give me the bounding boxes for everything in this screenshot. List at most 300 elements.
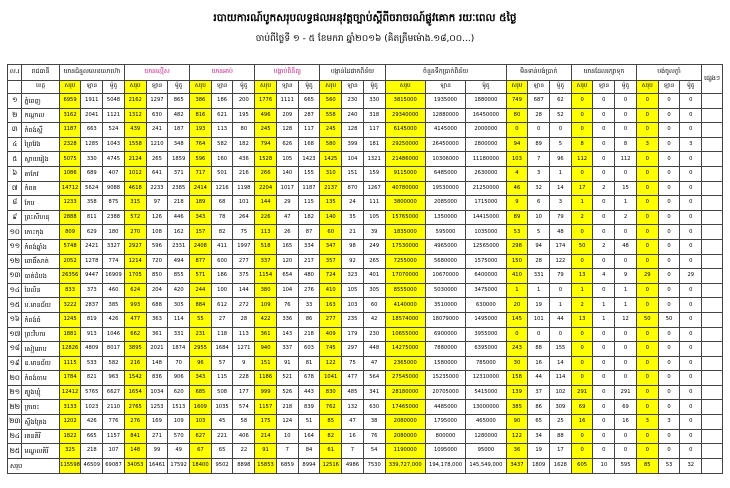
table-cell: 105 [342, 283, 364, 298]
table-cell: 1202 [59, 415, 81, 430]
table-cell: 230 [342, 94, 364, 109]
table-cell: 0 [658, 429, 680, 444]
row-number: ២១ [8, 385, 22, 400]
table-cell: 12565000 [466, 239, 506, 254]
table-cell: 1 [571, 196, 593, 211]
total-cell: 17592 [168, 458, 190, 473]
table-cell: 420 [168, 283, 190, 298]
table-cell: 1216 [211, 181, 233, 196]
table-cell: 96 [550, 152, 572, 167]
table-cell: 46 [506, 181, 528, 196]
table-cell: 243 [506, 342, 528, 357]
table-cell: 157 [190, 225, 212, 240]
table-cell: 411 [211, 239, 233, 254]
table-cell: 0 [571, 123, 593, 138]
note-cell [702, 225, 723, 240]
table-cell: 1 [593, 312, 615, 327]
table-cell: 2204 [255, 181, 277, 196]
table-cell: 0 [615, 166, 637, 181]
sub-header: ម៉ូតូ [615, 81, 637, 94]
table-cell: 76 [363, 429, 385, 444]
table-cell: 11180000 [466, 152, 506, 167]
table-cell: 270 [124, 225, 146, 240]
total-cell: 8994 [298, 458, 320, 473]
province-name: កំពង់ឆ្នាំង [22, 239, 59, 254]
note-cell [702, 298, 723, 313]
table-cell: 113 [233, 327, 255, 342]
table-cell: 89 [528, 137, 550, 152]
table-cell: 26450000 [425, 137, 465, 152]
table-cell: 809 [59, 225, 81, 240]
table-cell: 4965000 [425, 239, 465, 254]
sub-header: សរុប [320, 81, 342, 94]
note-cell [702, 137, 723, 152]
table-cell: 5048 [103, 94, 125, 109]
table-cell: 913 [81, 327, 103, 342]
table-cell: 1495000 [466, 312, 506, 327]
table-cell: 318 [363, 108, 385, 123]
table-cell: 28180000 [385, 385, 425, 400]
note-cell [702, 152, 723, 167]
table-cell: 12 [615, 312, 637, 327]
table-cell: 1190000 [385, 444, 425, 459]
table-cell: 99 [146, 444, 168, 459]
table-cell: 717 [190, 166, 212, 181]
table-cell: 385 [506, 400, 528, 415]
table-cell: 0 [658, 166, 680, 181]
table-cell: 103 [506, 152, 528, 167]
table-cell: 0 [593, 356, 615, 371]
row-number: ២៣ [8, 415, 22, 430]
table-cell: 159 [363, 166, 385, 181]
table-cell: 2888 [59, 210, 81, 225]
total-cell: 46509 [81, 458, 103, 473]
table-cell: 218 [276, 400, 298, 415]
total-cell: 605 [571, 458, 593, 473]
table-cell: 0 [593, 400, 615, 415]
province-name: កំពត [22, 181, 59, 196]
table-cell: 122 [506, 429, 528, 444]
table-cell: 179 [342, 327, 364, 342]
table-cell: 17070000 [385, 269, 425, 284]
table-cell: 15 [615, 181, 637, 196]
table-cell: 371 [168, 166, 190, 181]
table-cell: 482 [168, 108, 190, 123]
table-cell: 240 [342, 108, 364, 123]
table-cell: 963 [103, 371, 125, 386]
table-cell: 88 [550, 429, 572, 444]
table-cell: 2000000 [466, 123, 506, 138]
province-name: បាត់ដំបង [22, 269, 59, 284]
table-cell: 209 [276, 108, 298, 123]
table-cell: 1046 [103, 327, 125, 342]
table-cell: 47 [276, 210, 298, 225]
table-cell: 0 [680, 444, 702, 459]
table-cell: 409 [320, 327, 342, 342]
table-cell: 1881 [59, 327, 81, 342]
table-row [8, 196, 723, 211]
table-cell: 724 [320, 269, 342, 284]
table-cell: 1034 [146, 385, 168, 400]
total-cell: 3437 [506, 458, 528, 473]
table-cell: 214 [255, 429, 277, 444]
table-cell: 0 [593, 94, 615, 109]
table-cell: 145 [506, 312, 528, 327]
table-cell: 1776 [255, 94, 277, 109]
table-cell: 26 [276, 225, 298, 240]
row-number: ១៦ [8, 312, 22, 327]
table-cell: 361 [146, 327, 168, 342]
table-cell: 0 [593, 196, 615, 211]
table-cell: 51 [298, 415, 320, 430]
table-cell: 2927 [124, 239, 146, 254]
table-cell: 2328 [59, 137, 81, 152]
province-name: កំពង់ធំ [22, 312, 59, 327]
table-cell: 1121 [103, 108, 125, 123]
table-cell: 40780000 [385, 181, 425, 196]
table-cell: 629 [81, 225, 103, 240]
table-cell: 114 [168, 312, 190, 327]
table-row [8, 254, 723, 269]
table-row [8, 444, 723, 459]
note-cell [702, 108, 723, 123]
table-cell: 120 [276, 254, 298, 269]
table-cell: 663 [81, 123, 103, 138]
table-cell: 122 [550, 254, 572, 269]
table-cell: 0 [680, 152, 702, 167]
table-cell: 0 [658, 152, 680, 167]
table-cell: 0 [658, 356, 680, 371]
table-cell: 1575000 [466, 254, 506, 269]
table-cell: 139 [506, 385, 528, 400]
table-cell: 0 [680, 298, 702, 313]
table-cell: 5624 [81, 181, 103, 196]
table-cell: 3162 [59, 108, 81, 123]
table-cell: 117 [298, 123, 320, 138]
table-cell: 0 [615, 123, 637, 138]
table-cell: 29 [636, 269, 658, 284]
table-cell: 29250000 [385, 137, 425, 152]
report-subtitle: ចាប់ពីថ្ងៃទី ១ - ៥ ខែមករា ឆ្នាំ២០១៦ (គិតត្រឹមម៉ោង.១៨,០០...) [255, 34, 475, 44]
table-cell: 3955000 [466, 327, 506, 342]
note-cell [702, 254, 723, 269]
table-cell: 13 [571, 312, 593, 327]
table-cell: 107 [103, 444, 125, 459]
table-cell: 6900000 [425, 327, 465, 342]
table-cell: 20705000 [425, 385, 465, 400]
sub-header: សរុប [506, 81, 528, 94]
table-cell: 54 [363, 444, 385, 459]
table-row [8, 123, 723, 138]
table-cell: 85 [320, 415, 342, 430]
table-cell: 0 [615, 444, 637, 459]
table-cell: 1580000 [425, 356, 465, 371]
table-cell: 1859 [168, 152, 190, 167]
table-cell: 143 [276, 327, 298, 342]
table-cell: 3815000 [385, 94, 425, 109]
table-cell: 47 [342, 415, 364, 430]
table-cell: 2052 [59, 254, 81, 269]
total-cell: 115598 [59, 458, 81, 473]
table-cell: 228 [233, 371, 255, 386]
row-number: ១០ [8, 225, 22, 240]
note-cell [702, 123, 723, 138]
sub-header: សរុប [59, 81, 81, 94]
table-cell: 9447 [81, 269, 103, 284]
table-cell: 265 [146, 152, 168, 167]
table-cell: 10 [276, 429, 298, 444]
table-cell: 1 [615, 298, 637, 313]
table-row [8, 269, 723, 284]
table-cell: 0 [658, 108, 680, 123]
group-header: យានជំនួលលេខលោហ៊ោ [59, 65, 124, 81]
table-cell: 271 [146, 429, 168, 444]
table-cell: 174 [550, 239, 572, 254]
table-cell: 17 [550, 444, 572, 459]
sub-header: ម៉ូតូ [363, 81, 385, 94]
table-cell: 1157 [255, 400, 277, 415]
table-cell: 10306000 [425, 152, 465, 167]
note-cell [702, 342, 723, 357]
table-cell: 1285 [81, 137, 103, 152]
table-cell: 1041 [320, 371, 342, 386]
table-cell: 480 [298, 269, 320, 284]
table-cell: 276 [298, 283, 320, 298]
table-cell: 0 [615, 225, 637, 240]
province-name: បៃលិន [22, 283, 59, 298]
table-cell: 2124 [124, 152, 146, 167]
table-cell: 580 [320, 137, 342, 152]
total-cell: 32 [680, 458, 702, 473]
table-cell: 4 [506, 166, 528, 181]
table-cell: 373 [81, 283, 103, 298]
row-number: ១៤ [8, 283, 22, 298]
table-cell: 24 [342, 196, 364, 211]
table-cell: 0 [680, 385, 702, 400]
table-cell: 105 [276, 152, 298, 167]
table-cell: 305 [363, 283, 385, 298]
note-cell [702, 415, 723, 430]
total-cell: 34053 [124, 458, 146, 473]
table-cell: 422 [255, 312, 277, 327]
table-cell: 785000 [466, 356, 506, 371]
table-cell: 1705 [124, 269, 146, 284]
table-cell: 104 [342, 152, 364, 167]
table-cell: 79 [550, 210, 572, 225]
table-cell: 164 [298, 429, 320, 444]
table-cell: 0 [636, 108, 658, 123]
table-cell: 603 [298, 342, 320, 357]
province-name: កែប [22, 196, 59, 211]
table-cell: 13000000 [466, 400, 506, 415]
table-cell: 1187 [298, 181, 320, 196]
table-cell: 4485000 [425, 400, 465, 415]
table-cell: 1684 [211, 342, 233, 357]
table-cell: 600 [211, 254, 233, 269]
table-cell: 97 [146, 196, 168, 211]
table-cell: 10 [528, 210, 550, 225]
table-row [8, 429, 723, 444]
table-cell: 0 [571, 166, 593, 181]
province-name: កំពង់ស្ពឺ [22, 123, 59, 138]
table-cell: 665 [298, 94, 320, 109]
table-row [8, 415, 723, 430]
table-cell: 0 [615, 254, 637, 269]
table-cell: 436 [233, 152, 255, 167]
table-cell: 0 [680, 283, 702, 298]
table-cell: 96 [190, 356, 212, 371]
table-cell: 1 [550, 166, 572, 181]
table-cell: 113 [255, 225, 277, 240]
table-cell: 330 [363, 94, 385, 109]
table-cell: 165 [276, 239, 298, 254]
table-cell: 446 [168, 210, 190, 225]
table-cell: 12310000 [466, 371, 506, 386]
table-cell: 100 [211, 283, 233, 298]
table-cell: 50 [658, 312, 680, 327]
table-cell: 87 [298, 225, 320, 240]
table-cell: 0 [636, 123, 658, 138]
table-cell: 13 [571, 269, 593, 284]
table-cell: 315 [124, 196, 146, 211]
table-cell: 181 [363, 137, 385, 152]
table-cell: 218 [81, 444, 103, 459]
table-cell: 685 [190, 385, 212, 400]
row-number: ២៤ [8, 429, 22, 444]
table-cell: 0 [550, 123, 572, 138]
table-cell: 9 [233, 356, 255, 371]
table-cell: 2 [593, 181, 615, 196]
table-cell: 477 [124, 312, 146, 327]
total-cell: 339,727,000 [385, 458, 425, 473]
table-cell: 2385 [168, 181, 190, 196]
table-cell: 0 [593, 210, 615, 225]
table-cell: 0 [658, 123, 680, 138]
row-number: ៩ [8, 210, 22, 225]
table-cell: 1271 [233, 342, 255, 357]
table-cell: 169 [146, 415, 168, 430]
table-cell: 0 [571, 225, 593, 240]
total-cell: 10 [593, 458, 615, 473]
total-cell: 6859 [276, 458, 298, 473]
table-cell: 45 [211, 415, 233, 430]
total-cell: 18400 [190, 458, 212, 473]
table-cell: 0 [636, 94, 658, 109]
table-cell: 0 [680, 210, 702, 225]
sub-header: ម៉ូតូ [550, 81, 572, 94]
table-cell: 1 [593, 298, 615, 313]
table-cell: 287 [298, 108, 320, 123]
table-cell: 406 [233, 429, 255, 444]
note-cell [702, 239, 723, 254]
table-cell: 29 [276, 196, 298, 211]
col-no-blank [8, 81, 22, 94]
total-cell: 69087 [103, 458, 125, 473]
table-cell: 60 [363, 298, 385, 313]
table-cell: 0 [615, 327, 637, 342]
sub-header: ឡាន [528, 81, 550, 94]
table-cell: 0 [680, 166, 702, 181]
table-cell: 2800000 [466, 137, 506, 152]
table-row [8, 239, 723, 254]
note-cell [702, 166, 723, 181]
table-cell: 448 [363, 342, 385, 357]
row-number: ១៥ [8, 298, 22, 313]
table-cell: 0 [680, 342, 702, 357]
table-cell: 217 [298, 254, 320, 269]
table-cell: 61 [320, 444, 342, 459]
table-cell: 21250000 [466, 181, 506, 196]
table-cell: 334 [298, 239, 320, 254]
table-cell: 358 [81, 196, 103, 211]
table-cell: 357 [320, 254, 342, 269]
table-cell: 309 [550, 400, 572, 415]
table-cell: 151 [255, 356, 277, 371]
table-cell: 14 [550, 356, 572, 371]
province-name: ព្រះសីហនុ [22, 210, 59, 225]
table-cell: 0 [571, 94, 593, 109]
sub-header: សរុប [255, 81, 277, 94]
table-cell: 776 [103, 415, 125, 430]
table-cell: 186 [211, 269, 233, 284]
table-cell: 82 [320, 429, 342, 444]
table-cell: 101 [528, 312, 550, 327]
table-cell: 80 [506, 108, 528, 123]
table-cell: 2837 [81, 298, 103, 313]
table-cell: 0 [571, 327, 593, 342]
row-number: ៥ [8, 152, 22, 167]
table-cell: 839 [298, 400, 320, 415]
province-name: ត្បូងឃ្មុំ [22, 385, 59, 400]
table-cell: 226 [255, 210, 277, 225]
table-cell: 245 [320, 123, 342, 138]
table-cell: 654 [276, 269, 298, 284]
table-cell: 103 [342, 298, 364, 313]
sub-header: ឡាន [146, 81, 168, 94]
table-cell: 630 [363, 400, 385, 415]
table-cell: 0 [636, 181, 658, 196]
row-number: ១១ [8, 239, 22, 254]
table-row [8, 400, 723, 415]
table-cell: 794 [255, 137, 277, 152]
table-cell: 135 [320, 196, 342, 211]
table-cell: 3895 [124, 342, 146, 357]
table-cell: 0 [658, 385, 680, 400]
note-cell [702, 210, 723, 225]
table-cell: 0 [593, 225, 615, 240]
sub-header: ឡាន [211, 81, 233, 94]
table-cell: 117 [363, 123, 385, 138]
table-cell: 148 [124, 444, 146, 459]
table-cell: 2 [593, 239, 615, 254]
table-cell: 17465000 [385, 400, 425, 415]
table-cell: 189 [190, 196, 212, 211]
table-cell: 118 [211, 327, 233, 342]
table-cell: 47 [363, 356, 385, 371]
row-number: ១ [8, 94, 22, 109]
table-cell: 0 [615, 356, 637, 371]
table-cell: 1822 [59, 429, 81, 444]
total-cell: 1809 [528, 458, 550, 473]
sub-header: សរុប [190, 81, 212, 94]
table-cell: 15765000 [385, 210, 425, 225]
table-row [8, 108, 723, 123]
table-cell: 800000 [425, 429, 465, 444]
table-cell: 0 [658, 137, 680, 152]
table-cell: 16909 [103, 269, 125, 284]
table-cell: 105 [363, 210, 385, 225]
table-cell: 16 [528, 356, 550, 371]
